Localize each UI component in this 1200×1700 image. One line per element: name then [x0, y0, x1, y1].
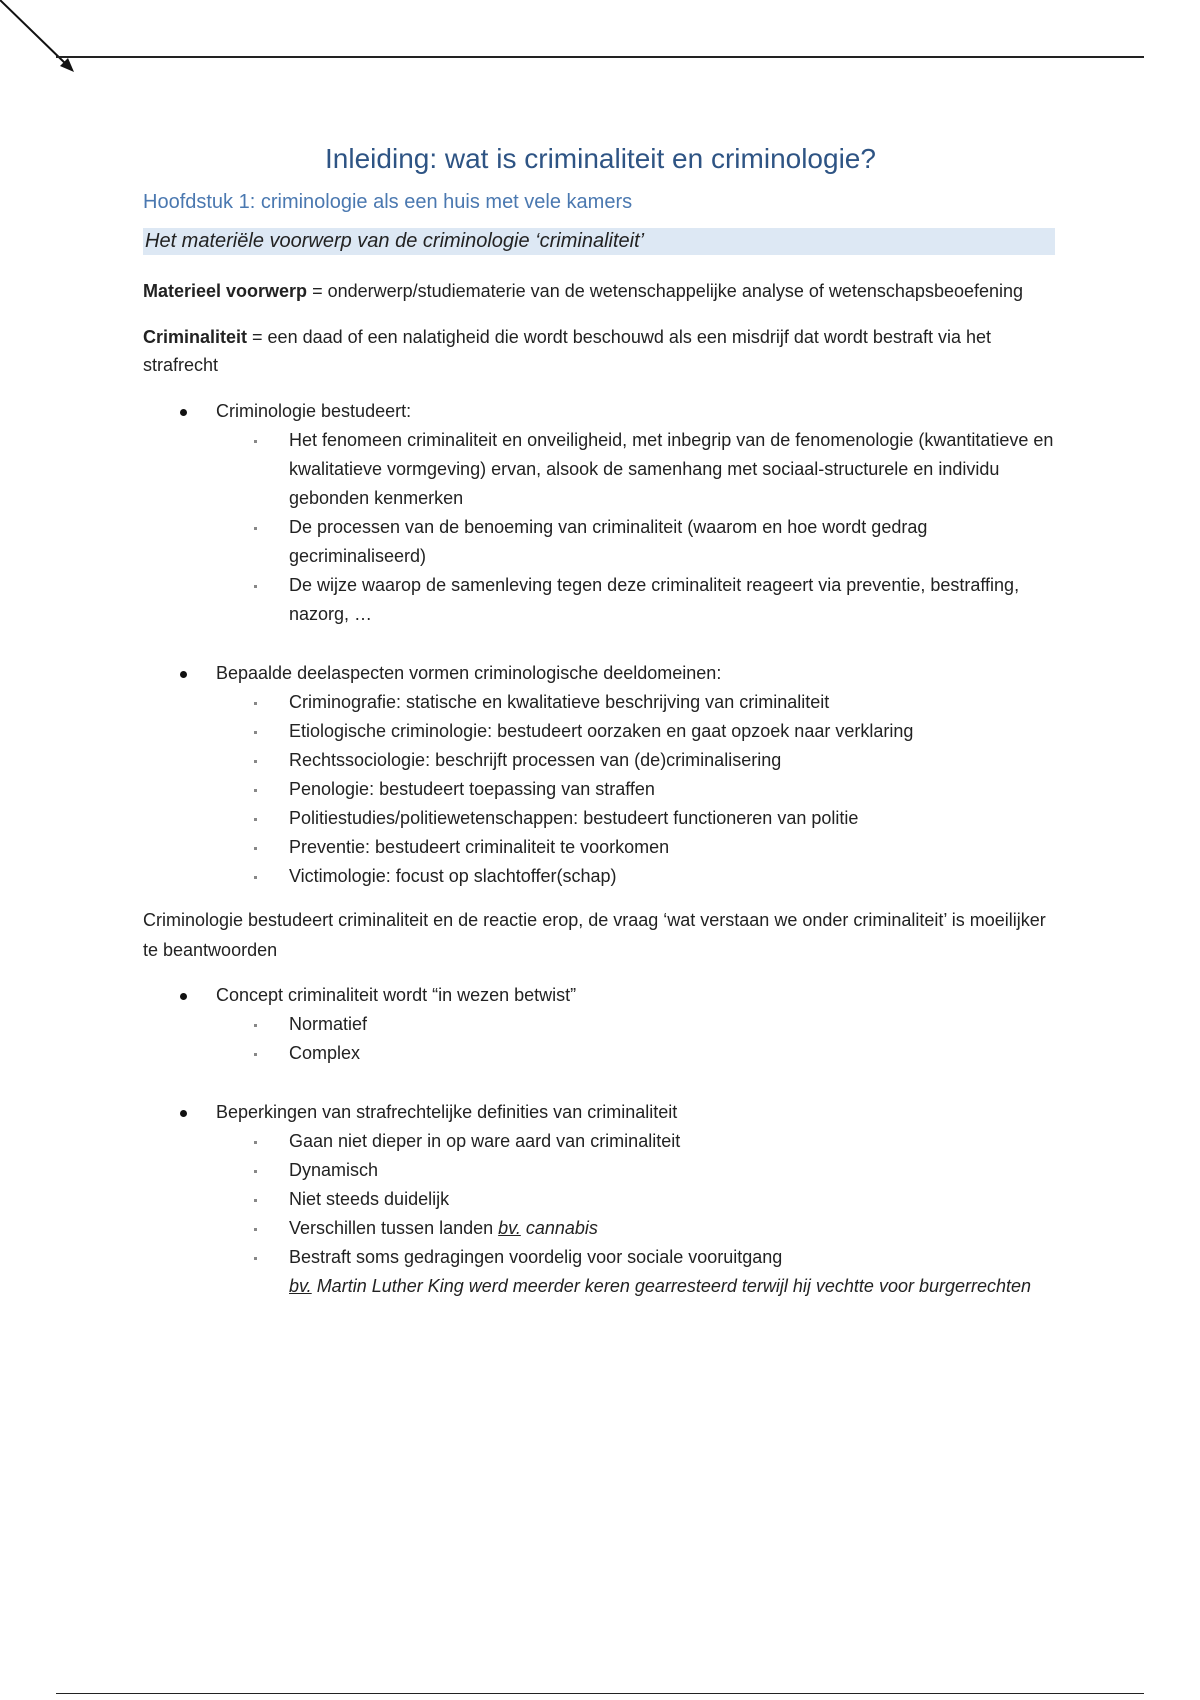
sub-list-text: Bestraft soms gedragingen voordelig voor sociale vooruitgang: [289, 1247, 783, 1267]
list-heading: Beperkingen van strafrechtelijke definities van criminaliteit: [216, 1102, 678, 1122]
sub-list-item: [216, 1156, 1058, 1185]
sub-bullet-icon: [254, 527, 257, 530]
example-text: Martin Luther King werd meerder keren gearresteerd terwijl hij vechtte voor burgerrechten: [311, 1276, 1032, 1296]
list-heading: Criminologie bestudeert:: [216, 401, 412, 421]
sub-list: [216, 426, 1058, 629]
sub-list-item: [216, 717, 1058, 746]
sub-bullet-icon: [254, 760, 257, 763]
list-deeldomeinen: [143, 659, 1058, 891]
list-heading: Concept criminaliteit wordt “in wezen betwist”: [216, 985, 577, 1005]
definition-term: Criminaliteit: [143, 327, 248, 347]
sub-list-item: [216, 1010, 1058, 1039]
sub-list-text: Niet steeds duidelijk: [289, 1189, 450, 1209]
sub-list: [216, 1010, 1058, 1068]
sub-list-item: [216, 862, 1058, 891]
definition-term: Materieel voorwerp: [143, 281, 308, 301]
sub-bullet-icon: [254, 1199, 257, 1202]
list-criminologie-bestudeert: [143, 397, 1058, 629]
sub-bullet-icon: [254, 1053, 257, 1056]
sub-list-item: [216, 1185, 1058, 1214]
sub-list-text: Dynamisch: [289, 1160, 379, 1180]
list-concept-betwist: [143, 981, 1058, 1068]
footer-rule: [56, 1693, 1144, 1694]
example-abbreviation: bv.: [289, 1276, 312, 1296]
definition-materieel-voorwerp: [143, 277, 1058, 305]
bullet-icon: [180, 671, 187, 678]
sub-list-text: De wijze waarop de samenleving tegen deze criminaliteit reageert via preventie, bestraffing, nazorg, …: [289, 575, 1020, 624]
sub-list-item: [216, 833, 1058, 862]
example-abbreviation: bv.: [498, 1218, 521, 1238]
sub-bullet-icon: [254, 731, 257, 734]
sub-bullet-icon: [254, 1141, 257, 1144]
list-item: [143, 1098, 1058, 1301]
sub-list-item: [216, 746, 1058, 775]
document-body: [143, 143, 1058, 1331]
sub-bullet-icon: [254, 818, 257, 821]
bullet-icon: [180, 409, 187, 416]
sub-list-text: Victimologie: focust op slachtoffer(schap): [289, 866, 617, 886]
sub-bullet-icon: [254, 789, 257, 792]
list-beperkingen: [143, 1098, 1058, 1301]
sub-bullet-icon: [254, 1228, 257, 1231]
sub-list-text: Het fenomeen criminaliteit en onveiligheid, met inbegrip van de fenomenologie (kwantitatieve en kwalitatieve vormgeving) ervan, alsook de samenhang met sociaal-structurele en individu gebonden kenmerken: [289, 430, 1054, 508]
definition-text: = een daad of een nalatigheid die wordt beschouwd als een misdrijf dat wordt bestraft via het strafrecht: [143, 327, 991, 375]
sub-list-text: Gaan niet dieper in op ware aard van criminaliteit: [289, 1131, 681, 1151]
sub-list-text: De processen van de benoeming van criminaliteit (waarom en hoe wordt gedrag gecriminaliseerd): [289, 517, 928, 566]
header-rule: [56, 56, 1144, 58]
sub-list-item: [216, 1039, 1058, 1068]
sub-list-text: Politiestudies/politiewetenschappen: bestudeert functioneren van politie: [289, 808, 859, 828]
example-text: cannabis: [520, 1218, 598, 1238]
sub-list-text: Rechtssociologie: beschrijft processen van (de)criminalisering: [289, 750, 782, 770]
sub-list-item: [216, 1214, 1058, 1243]
sub-list-item: [216, 1127, 1058, 1156]
sub-list-text: Penologie: bestudeert toepassing van straffen: [289, 779, 655, 799]
sub-bullet-icon: [254, 1170, 257, 1173]
sub-list-item: [216, 688, 1058, 717]
sub-bullet-icon: [254, 1024, 257, 1027]
sub-list-item: [216, 571, 1058, 629]
sub-list-text: Complex: [289, 1043, 361, 1063]
sub-list-text: Etiologische criminologie: bestudeert oorzaken en gaat opzoek naar verklaring: [289, 721, 914, 741]
sub-list-text: Normatief: [289, 1014, 368, 1034]
definition-text: = onderwerp/studiematerie van de wetenschappelijke analyse of wetenschapsbeoefening: [307, 281, 1024, 301]
sub-bullet-icon: [254, 1257, 257, 1260]
sub-list-item: [216, 426, 1058, 513]
bullet-icon: [180, 993, 187, 1000]
sub-list: [216, 688, 1058, 891]
section-heading: Het materiële voorwerp van de criminologie ‘criminaliteit’: [143, 228, 1055, 255]
page-title: Inleiding: wat is criminaliteit en criminologie?: [325, 143, 876, 174]
sub-bullet-icon: [254, 847, 257, 850]
chapter-heading: Hoofdstuk 1: criminologie als een huis met vele kamers: [143, 191, 633, 213]
sub-list-text: Preventie: bestudeert criminaliteit te voorkomen: [289, 837, 670, 857]
paragraph-reactie: Criminologie bestudeert criminaliteit en de reactie erop, de vraag ‘wat verstaan we onder criminaliteit’ is moeilijker te beantwoorden: [143, 910, 1046, 960]
sub-list-item: [216, 804, 1058, 833]
list-heading: Bepaalde deelaspecten vormen criminologische deeldomeinen:: [216, 663, 722, 683]
sub-bullet-icon: [254, 876, 257, 879]
sub-list-item: [216, 775, 1058, 804]
corner-arrow-icon: [0, 0, 80, 80]
sub-bullet-icon: [254, 585, 257, 588]
bullet-icon: [180, 1110, 187, 1117]
sub-bullet-icon: [254, 702, 257, 705]
list-item: [143, 981, 1058, 1068]
definition-criminaliteit: [143, 323, 1058, 379]
sub-bullet-icon: [254, 440, 257, 443]
sub-list-item: [216, 513, 1058, 571]
list-item: [143, 659, 1058, 891]
sub-list-text: Verschillen tussen landen: [289, 1218, 499, 1238]
list-item: [143, 397, 1058, 629]
sub-list-item: [216, 1243, 1058, 1301]
sub-list: [216, 1127, 1058, 1301]
sub-list-text: Criminografie: statische en kwalitatieve beschrijving van criminaliteit: [289, 692, 830, 712]
